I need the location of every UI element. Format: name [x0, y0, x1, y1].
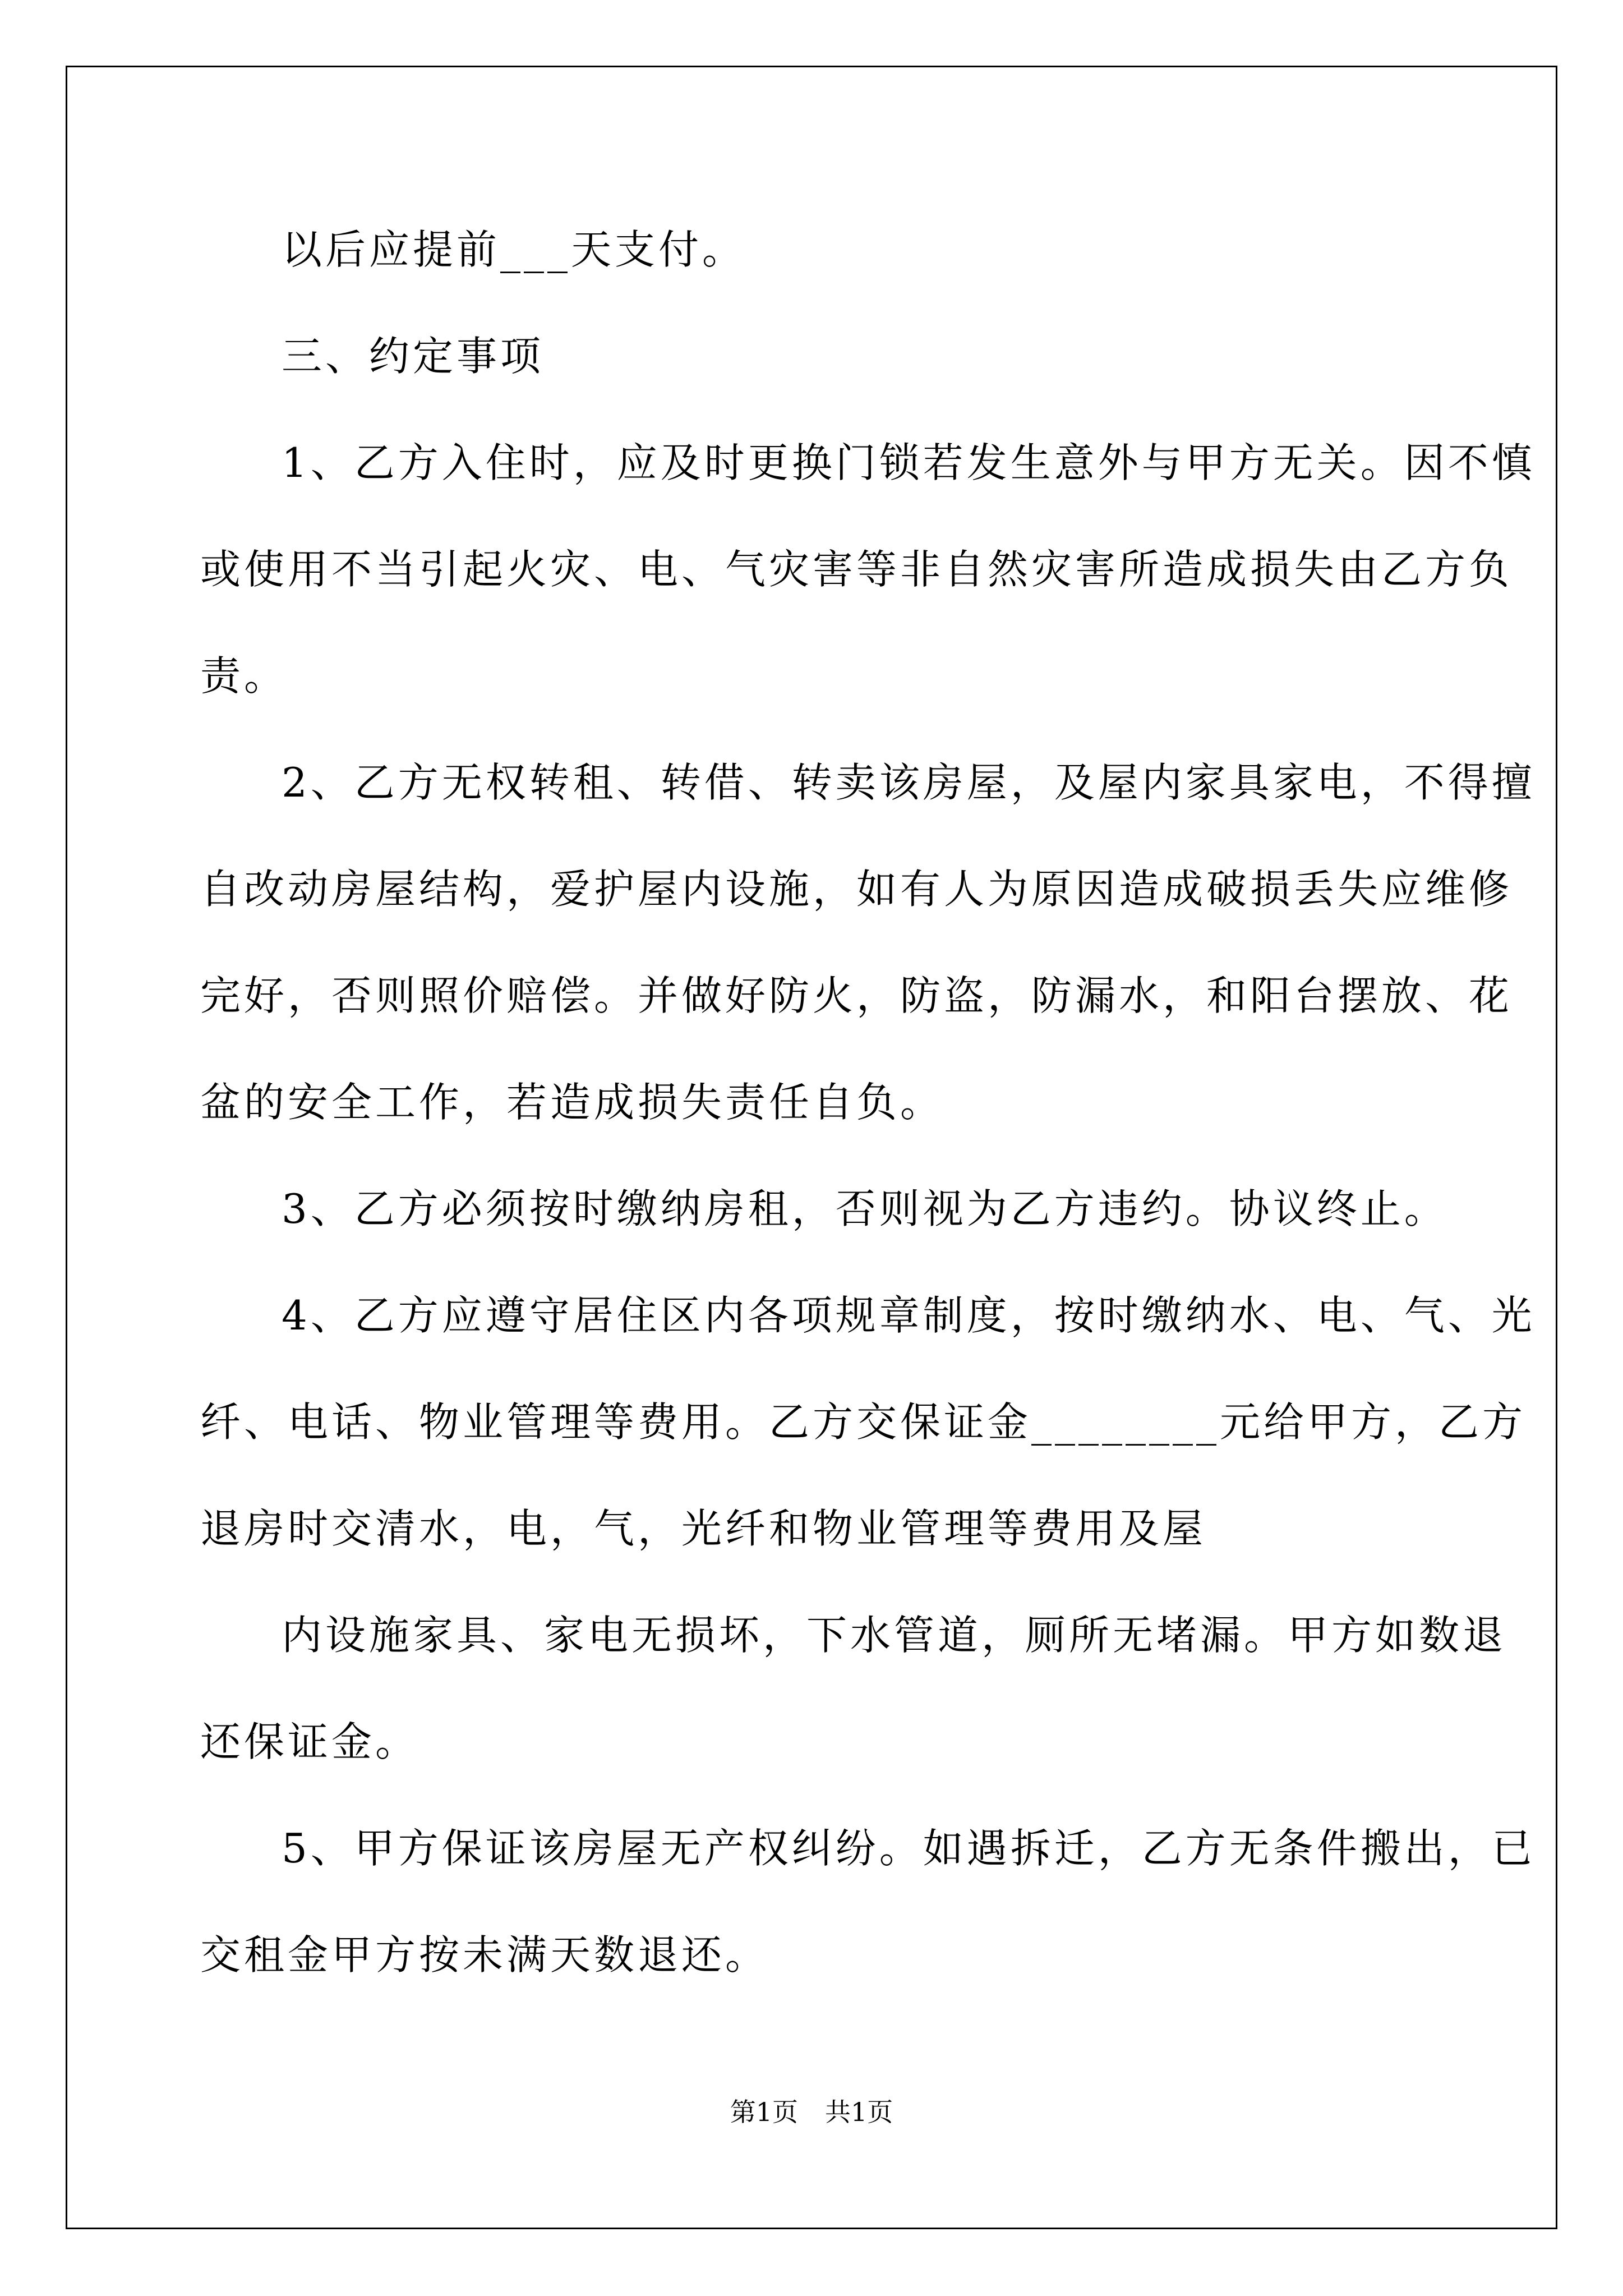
text-line: 还保证金。: [200, 1718, 419, 1765]
text-line: 交租金甲方按未满天数退还。: [200, 1931, 769, 1978]
text-line: 纤、电话、物业管理等费用。乙方交保证金________元给甲方，乙方: [200, 1398, 1527, 1446]
text-line: 3、乙方必须按时缴纳房租，否则视为乙方违约。协议终止。: [282, 1185, 1448, 1232]
text-line: 完好，否则照价赔偿。并做好防火，防盗，防漏水，和阳台摆放、花: [200, 972, 1513, 1019]
document-body: [200, 196, 1536, 2008]
text-line: 以后应提前___天支付。: [282, 226, 746, 273]
text-line: 自改动房屋结构，爱护屋内设施，如有人为原因造成破损丢失应维修: [200, 866, 1513, 913]
text-line: 2、乙方无权转租、转借、转卖该房屋，及屋内家具家电，不得擅: [282, 759, 1536, 806]
text-line: 4、乙方应遵守居住区内各项规章制度，按时缴纳水、电、气、光: [282, 1292, 1536, 1339]
text-line: 退房时交清水，电，气，光纤和物业管理等费用及屋: [200, 1505, 1207, 1552]
page-total: 共1页: [825, 2097, 893, 2127]
text-line: 责。: [200, 652, 288, 700]
page-footer: [0, 2095, 1623, 2129]
text-line: 1、乙方入住时，应及时更换门锁若发生意外与甲方无关。因不慎: [282, 439, 1536, 486]
section-heading: 三、约定事项: [282, 333, 545, 380]
text-line: 或使用不当引起火灾、电、气灾害等非自然灾害所造成损失由乙方负: [200, 546, 1513, 593]
text-line: 盆的安全工作，若造成损失责任自负。: [200, 1079, 944, 1126]
text-line: 内设施家具、家电无损坏，下水管道，厕所无堵漏。甲方如数退: [282, 1612, 1507, 1659]
text-line: 5、甲方保证该房屋无产权纠纷。如遇拆迁，乙方无条件搬出，已: [282, 1825, 1536, 1872]
page-number: 第1页: [730, 2097, 798, 2127]
